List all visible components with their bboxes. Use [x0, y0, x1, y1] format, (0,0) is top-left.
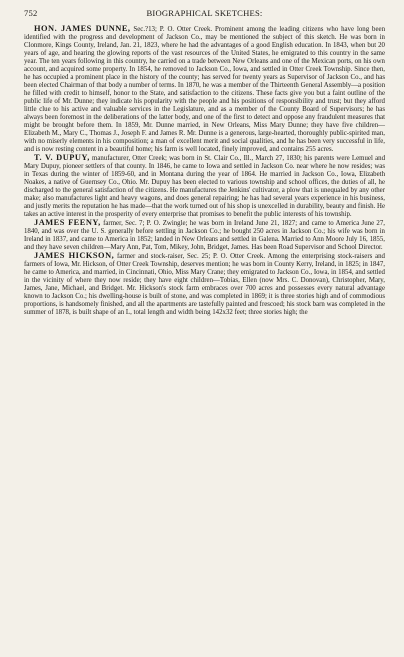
- entry-name: T. V. DUPUY,: [34, 153, 90, 162]
- page-header: [24, 8, 385, 25]
- entry-text: manufacturer, Otter Creek; was born in St. Clair Co., Ill., March 27, 1830; his parents were Lemuel and Mary Dupuy, pioneer settlers of that county. In 1846, he came to Iowa and settled in Jackson Co. near where he now resides; was in Texas during the winter of 1859-60, and in Montana during the year of 1864. He married in Jackson Co., Iowa, Elizabeth Noakes, a native of Guernsey Co., Ohio. Mr. Dupuy has been elected to various township and school offices, the duties of all, he discharged to the general satisfaction of the citizens. He manufactures the Jenkins' cultivator, a plow that is unequaled by any other make; also manufactures light and heavy wagons, and does general repairing; he has had several years experience in his business, and justly merits the reputation he has made—that the work turned out of his shop is unexcelled in durability, beauty and finish. He takes an active interest in the prosperity of every enterprise that promises to benefit the public interests of his township.: [24, 155, 385, 218]
- biography-entry-dupuy: [24, 154, 385, 219]
- biography-entry-feeny: [24, 219, 385, 252]
- entry-name: JAMES HICKSON,: [34, 251, 115, 260]
- entry-name: JAMES FEENY,: [34, 218, 101, 227]
- entry-text: farmer and stock-raiser, Sec. 25; P. O. Otter Creek. Among the enterprising stock-raisers and farmers of Iowa, Mr. Hickson, of Otter Creek Township, deserves mention; he was born in County Kerry, Ireland, in 1825; in 1847, he came to America, and married, in Cincinnati, Ohio, Miss Mary Crane; they emigrated to Jackson Co., Iowa, in 1854, and settled in the vicinity of where they now reside; they have eight children—Tobias, Ellen (now Mrs. C. Donovan), Christopher, Mary, James, Jane, Michael, and Bridget. Mr. Hickson's stock farm embraces over 700 acres and possesses every natural advantage known to Jackson Co.; his dwelling-house is built of stone, and was completed in 1869; it is three stories high and of commodious proportions, is handsomely finished, and all the apartments are tastefully painted and frescoed; his stock barn was completed in the summer of 1878, is built shape of an L, total length and width being 142x32 feet; three stories high; the: [24, 253, 385, 316]
- page-body: [24, 25, 385, 317]
- biography-entry-dunne: [24, 25, 385, 154]
- biography-entry-hickson: [24, 252, 385, 317]
- running-head: BIOGRAPHICAL SKETCHES:: [146, 8, 263, 18]
- entry-text: Sec.?13; P. O. Otter Creek. Prominent among the leading citizens who have long been identified with the progress and development of Jackson Co., may be mentioned the subject of this sketch. He was born in Clonmore, Kings County, Ireland, Jan. 21, 1823, where he had the advantages of a good English education. In 1843, when but 20 years of age, and hearing the glowing reports of the vast resources of the United States, he emigrated to this country in the same year. The ten years following in this country, he carried on a trade between New Orleans and one of the Mexican ports, on his own account, and acquired some property. In 1854, he removed to Jackson Co., Iowa, and settled in Otter Creek Township. Since then, he has occupied a prominent place in the history of the county; has served for twenty years as Supervisor of Jackson Co., and has been elected Chairman of that body a number of terms. In 1870, he was a member of the Thirteenth General Assembly—a position he filled with credit to himself, honor to the State, and satisfaction to the citizens. These facts give you but a faint outline of the public life of Mr. Dunne; they indicate his popularity with the people and his positions of responsibility and trust; but they afford little clue to his active and valuable services in the Legislature, and as a member of the County Board of Supervisors; he has always been foremost in the deliberations of the latter body, and one of the first to detect and oppose any fraudulent measures that might be brought before them. In 1859, Mr. Dunne married, in New Orleans, Miss Mary Dunne; they have five children—Elizabeth M., Mary C., Thomas J., Joseph F. and James R. Mr. Dunne is a generous, large-hearted, thoroughly public-spirited man, with no miserly elements in his composition; a man of excellent merit and social qualities, and he has been very successful in life, and is now resting content in a beautiful home; his farm is well located, finely improved, and contains 255 acres.: [24, 26, 385, 153]
- page-number: 752: [24, 8, 38, 18]
- entry-text: farmer, Sec. 7; P. O. Zwingle; he was born in Ireland June 21, 1827; and came to America June 27, 1840, and was over the U. S. generally before settling in Jackson Co.; he bought 250 acres in Jackson Co.; his wife was born in Ireland in 1837, and came to America in 1852; landed in New Orleans and settled in Galena. Married to Ann Moore July 16, 1855, and they have seven children—Mary Ann, Pat, Tom, Mikey, John, Bridget, James. Has been Road Supervisor and School Director.: [24, 220, 385, 251]
- entry-name: HON. JAMES DUNNE,: [34, 24, 131, 33]
